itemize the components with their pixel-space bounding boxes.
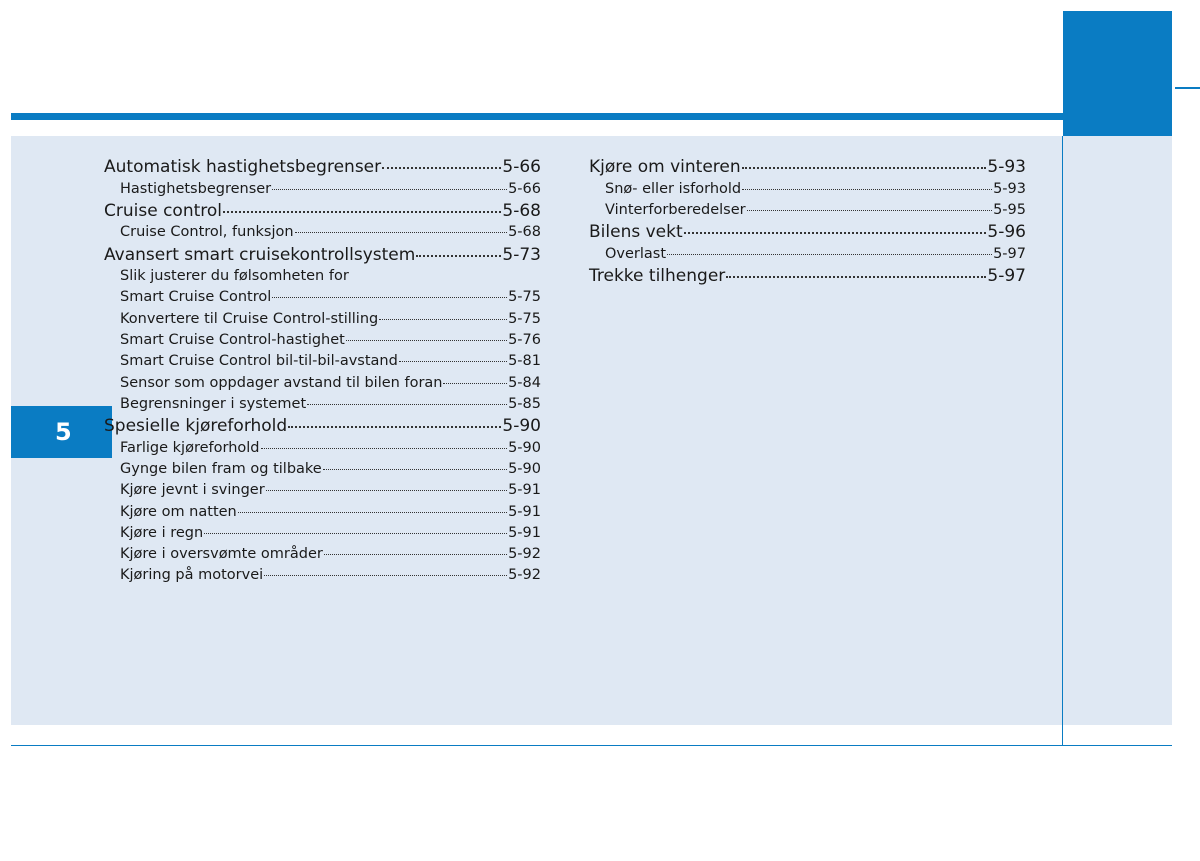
toc-section-entry[interactable] — [589, 265, 1026, 288]
toc-entry-title: Smart Cruise Control-hastighet — [120, 331, 345, 348]
toc-entry-title: Gynge bilen fram og tilbake — [120, 460, 322, 477]
toc-column-right — [589, 156, 1026, 287]
toc-entry-title: Cruise control — [104, 200, 223, 221]
toc-entry-page: 5-81 — [508, 353, 541, 370]
toc-entry-page: 5-92 — [508, 567, 541, 584]
toc-section-entry[interactable] — [589, 156, 1026, 179]
toc-entry-title: Hastighetsbegrenser — [120, 180, 272, 197]
toc-entry-title: Spesielle kjøreforhold — [104, 416, 288, 437]
dot-leader — [726, 276, 986, 278]
toc-entry-page: 5-68 — [508, 224, 541, 241]
toc-entry-title: Kjøre om natten — [120, 503, 237, 520]
toc-section-entry[interactable] — [104, 200, 541, 223]
toc-entry-title: Trekke tilhenger — [589, 265, 726, 286]
dot-leader — [288, 426, 501, 428]
toc-entry-title: Avansert smart cruisekontrollsystem — [104, 244, 416, 265]
dot-leader — [399, 361, 507, 362]
toc-entry-title: Kjøre i oversvømte områder — [120, 546, 323, 563]
dot-leader — [238, 512, 507, 513]
toc-entry-page: 5-75 — [508, 310, 541, 327]
dot-leader — [684, 232, 987, 234]
toc-subsection-entry[interactable] — [104, 373, 541, 394]
toc-section-entry[interactable] — [104, 415, 541, 438]
toc-subsection-entry[interactable] — [589, 179, 1026, 200]
toc-subsection-entry[interactable] — [104, 502, 541, 523]
toc-subsection-entry[interactable] — [104, 480, 541, 501]
chapter-corner-block — [1063, 11, 1172, 136]
toc-section-entry[interactable] — [589, 221, 1026, 244]
toc-entry-page: 5-96 — [987, 222, 1026, 243]
toc-entry-page: 5-76 — [508, 331, 541, 348]
toc-entry-page: 5-66 — [502, 157, 541, 177]
dot-leader — [204, 533, 507, 534]
toc-entry-title: Kjøre om vinteren — [589, 157, 741, 177]
chapter-number: 5 — [55, 418, 72, 446]
toc-entry-title: Cruise Control, funksjon — [120, 224, 294, 241]
toc-subsection-entry[interactable] — [104, 565, 541, 586]
toc-entry-page: 5-91 — [508, 524, 541, 541]
toc-entry-page: 5-97 — [993, 245, 1026, 262]
toc-entry-title: Smart Cruise Control — [120, 289, 272, 306]
toc-subsection-entry[interactable] — [104, 287, 541, 308]
dot-leader — [272, 189, 507, 190]
dot-leader — [307, 404, 507, 405]
toc-subsection-entry[interactable] — [104, 523, 541, 544]
dot-leader — [667, 254, 992, 255]
toc-entry-title: Begrensninger i systemet — [120, 395, 307, 412]
toc-entry-page: 5-73 — [502, 244, 541, 265]
toc-subsection-entry[interactable] — [104, 266, 541, 287]
toc-section-entry[interactable] — [104, 156, 541, 179]
dot-leader — [747, 210, 992, 211]
chapter-tab — [11, 406, 112, 458]
toc-entry-title: Konvertere til Cruise Control-stilling — [120, 310, 379, 327]
toc-entry-title: Kjøre jevnt i svinger — [120, 482, 265, 499]
toc-subsection-entry[interactable] — [104, 330, 541, 351]
toc-section-entry[interactable] — [104, 244, 541, 267]
toc-entry-page: 5-93 — [993, 180, 1026, 197]
toc-entry-title: Kjøring på motorvei — [120, 567, 264, 584]
toc-entry-title: Farlige kjøreforhold — [120, 439, 260, 456]
dot-leader — [295, 232, 508, 233]
toc-entry-page: 5-90 — [508, 439, 541, 456]
toc-entry-page: 5-84 — [508, 374, 541, 391]
toc-column-left — [104, 156, 541, 587]
toc-entry-title: Automatisk hastighetsbegrenser — [104, 157, 382, 177]
toc-entry-page: 5-90 — [508, 460, 541, 477]
toc-entry-title: Smart Cruise Control bil-til-bil-avstand — [120, 353, 398, 370]
toc-subsection-entry[interactable] — [104, 394, 541, 415]
corner-tick-rule — [1175, 87, 1200, 89]
dot-leader — [261, 448, 508, 449]
footer-rule — [11, 745, 1172, 746]
dot-leader — [379, 319, 507, 320]
dot-leader — [323, 469, 507, 470]
toc-entry-page: 5-85 — [508, 395, 541, 412]
toc-subsection-entry[interactable] — [104, 544, 541, 565]
toc-entry-page: 5-95 — [993, 201, 1026, 218]
toc-entry-title: Sensor som oppdager avstand til bilen foran — [120, 374, 443, 391]
dot-leader — [742, 167, 987, 169]
dot-leader — [264, 575, 507, 576]
toc-entry-page: 5-66 — [508, 180, 541, 197]
toc-entry-page: 5-90 — [502, 416, 541, 437]
toc-entry-title: Slik justerer du følsomheten for — [120, 268, 349, 285]
dot-leader — [223, 211, 501, 213]
toc-entry-page: 5-92 — [508, 546, 541, 563]
toc-entry-title: Snø- eller isforhold — [605, 180, 742, 197]
dot-leader — [272, 297, 507, 298]
toc-subsection-entry[interactable] — [104, 438, 541, 459]
toc-entry-title: Overlast — [605, 245, 667, 262]
dot-leader — [443, 383, 507, 384]
dot-leader — [416, 255, 501, 257]
toc-entry-page: 5-91 — [508, 503, 541, 520]
toc-subsection-entry[interactable] — [589, 200, 1026, 221]
toc-entry-title: Bilens vekt — [589, 222, 683, 243]
toc-entry-page: 5-68 — [502, 200, 541, 221]
dot-leader — [266, 490, 507, 491]
toc-entry-title: Kjøre i regn — [120, 524, 204, 541]
header-rule — [11, 113, 1063, 120]
toc-entry-page: 5-97 — [987, 265, 1026, 286]
toc-entry-title: Vinterforberedelser — [605, 201, 746, 218]
toc-subsection-entry[interactable] — [104, 179, 541, 200]
toc-subsection-entry[interactable] — [104, 222, 541, 243]
dot-leader — [324, 554, 507, 555]
toc-entry-page: 5-75 — [508, 289, 541, 306]
margin-rule — [1062, 136, 1063, 745]
dot-leader — [382, 167, 501, 169]
toc-subsection-entry[interactable] — [589, 244, 1026, 265]
toc-entry-page: 5-93 — [987, 157, 1026, 177]
toc-subsection-entry[interactable] — [104, 309, 541, 330]
toc-entry-page: 5-91 — [508, 482, 541, 499]
dot-leader — [742, 189, 992, 190]
toc-subsection-entry[interactable] — [104, 351, 541, 372]
dot-leader — [346, 340, 507, 341]
toc-subsection-entry[interactable] — [104, 459, 541, 480]
